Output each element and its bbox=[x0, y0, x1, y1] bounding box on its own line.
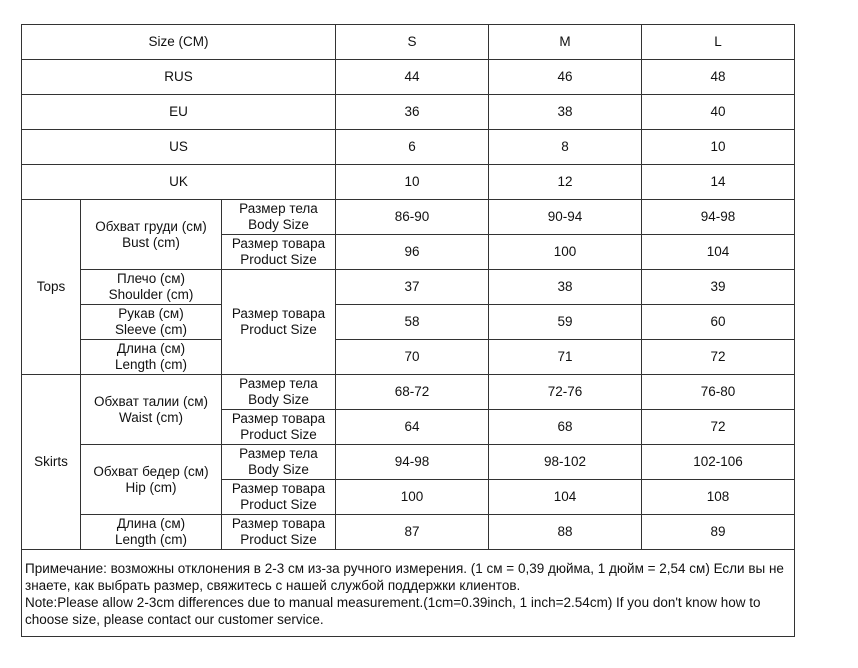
value-cell: 72 bbox=[642, 410, 795, 445]
measure-label-en: Waist (cm) bbox=[119, 409, 183, 425]
standard-label: US bbox=[22, 130, 336, 165]
value-cell: 36 bbox=[336, 95, 489, 130]
standard-label: RUS bbox=[22, 60, 336, 95]
product-size-ru: Размер товара bbox=[231, 481, 326, 496]
product-size-label bbox=[222, 270, 336, 375]
value-cell: 104 bbox=[489, 480, 642, 515]
measure-label-ru: Обхват груди (см) bbox=[95, 218, 207, 234]
value-cell: 68 bbox=[489, 410, 642, 445]
note-text-en: Note:Please allow 2-3cm differences due to manual measurement.(1cm=0.39inch, 1 inch=2.54cm) If you don't know how to choose size, please contact our customer service. bbox=[25, 595, 761, 627]
body-size-en: Body Size bbox=[248, 462, 309, 477]
value-cell: 100 bbox=[336, 480, 489, 515]
body-size-ru: Размер тела bbox=[239, 376, 318, 391]
value-cell: 89 bbox=[642, 515, 795, 550]
value-cell: 87 bbox=[336, 515, 489, 550]
value-cell: 14 bbox=[642, 165, 795, 200]
value-cell: 94-98 bbox=[336, 445, 489, 480]
tops-sleeve-row bbox=[22, 305, 795, 340]
measure-label-ru: Плечо (см) bbox=[117, 271, 185, 286]
standard-row-us bbox=[22, 130, 795, 165]
body-size-en: Body Size bbox=[248, 392, 309, 407]
measure-label-ru: Рукав (см) bbox=[118, 306, 184, 321]
value-cell: 102-106 bbox=[642, 445, 795, 480]
value-cell: 6 bbox=[336, 130, 489, 165]
standard-row-rus bbox=[22, 60, 795, 95]
skirts-hip-body-row bbox=[22, 445, 795, 480]
tops-length-label bbox=[81, 340, 222, 375]
value-cell: 59 bbox=[489, 305, 642, 340]
standard-label: UK bbox=[22, 165, 336, 200]
skirts-waist-body-row bbox=[22, 375, 795, 410]
product-size-ru: Размер товара bbox=[231, 236, 326, 251]
product-size-ru: Размер товара bbox=[231, 411, 326, 426]
product-size-ru: Размер товара bbox=[231, 516, 326, 531]
note-row bbox=[22, 550, 795, 637]
value-cell: 40 bbox=[642, 95, 795, 130]
measure-label-en: Shoulder (cm) bbox=[108, 287, 194, 302]
product-size-en: Product Size bbox=[240, 322, 317, 337]
measure-label-ru: Длина (см) bbox=[116, 516, 186, 531]
measure-label-ru: Обхват талии (см) bbox=[94, 393, 208, 409]
skirts-waist-label bbox=[81, 375, 222, 445]
tops-length-row bbox=[22, 340, 795, 375]
value-cell: 37 bbox=[336, 270, 489, 305]
note-text-ru: Примечание: возможны отклонения в 2-3 см из-за ручного измерения. (1 см = 0,39 дюйма, 1 дюйм = 2,54 см) Если вы не знаете, как выбрать размер, свяжитесь с нашей службой поддержки клиентов. bbox=[25, 561, 784, 593]
value-cell: 98-102 bbox=[489, 445, 642, 480]
standard-row-uk bbox=[22, 165, 795, 200]
body-size-en: Body Size bbox=[248, 217, 309, 232]
body-size-label bbox=[222, 375, 336, 410]
value-cell: 104 bbox=[642, 235, 795, 270]
body-size-ru: Размер тела bbox=[239, 446, 318, 461]
value-cell: 10 bbox=[642, 130, 795, 165]
measure-label-en: Sleeve (cm) bbox=[114, 322, 187, 337]
size-chart-table bbox=[21, 24, 795, 637]
skirts-length-label bbox=[81, 515, 222, 550]
value-cell: 58 bbox=[336, 305, 489, 340]
header-size-m: M bbox=[489, 25, 642, 60]
skirts-length-row bbox=[22, 515, 795, 550]
product-size-ru: Размер товара bbox=[231, 306, 326, 321]
tops-bust-body-row bbox=[22, 200, 795, 235]
tops-sleeve-label bbox=[81, 305, 222, 340]
tops-shoulder-row bbox=[22, 270, 795, 305]
value-cell: 100 bbox=[489, 235, 642, 270]
body-size-label bbox=[222, 445, 336, 480]
value-cell: 94-98 bbox=[642, 200, 795, 235]
body-size-ru: Размер тела bbox=[239, 201, 318, 216]
standard-row-eu bbox=[22, 95, 795, 130]
value-cell: 72 bbox=[642, 340, 795, 375]
measure-label-ru: Обхват бедер (см) bbox=[93, 463, 209, 479]
tops-section-label: Tops bbox=[22, 200, 81, 375]
tops-shoulder-label bbox=[81, 270, 222, 305]
header-row bbox=[22, 25, 795, 60]
product-size-label bbox=[222, 480, 336, 515]
value-cell: 38 bbox=[489, 95, 642, 130]
value-cell: 96 bbox=[336, 235, 489, 270]
measure-label-en: Length (cm) bbox=[114, 357, 188, 372]
value-cell: 48 bbox=[642, 60, 795, 95]
value-cell: 108 bbox=[642, 480, 795, 515]
note-cell bbox=[22, 550, 795, 637]
value-cell: 71 bbox=[489, 340, 642, 375]
product-size-label bbox=[222, 515, 336, 550]
value-cell: 76-80 bbox=[642, 375, 795, 410]
value-cell: 12 bbox=[489, 165, 642, 200]
value-cell: 10 bbox=[336, 165, 489, 200]
body-size-label bbox=[222, 200, 336, 235]
product-size-en: Product Size bbox=[240, 252, 317, 267]
measure-label-en: Bust (cm) bbox=[122, 234, 180, 250]
value-cell: 39 bbox=[642, 270, 795, 305]
value-cell: 72-76 bbox=[489, 375, 642, 410]
skirts-section-label: Skirts bbox=[22, 375, 81, 550]
product-size-label bbox=[222, 410, 336, 445]
value-cell: 70 bbox=[336, 340, 489, 375]
header-size-s: S bbox=[336, 25, 489, 60]
value-cell: 44 bbox=[336, 60, 489, 95]
value-cell: 90-94 bbox=[489, 200, 642, 235]
value-cell: 8 bbox=[489, 130, 642, 165]
value-cell: 88 bbox=[489, 515, 642, 550]
standard-label: EU bbox=[22, 95, 336, 130]
header-size-l: L bbox=[642, 25, 795, 60]
tops-bust-label bbox=[81, 200, 222, 270]
value-cell: 46 bbox=[489, 60, 642, 95]
skirts-hip-label bbox=[81, 445, 222, 515]
value-cell: 64 bbox=[336, 410, 489, 445]
value-cell: 60 bbox=[642, 305, 795, 340]
value-cell: 38 bbox=[489, 270, 642, 305]
product-size-en: Product Size bbox=[240, 497, 317, 512]
product-size-en: Product Size bbox=[240, 427, 317, 442]
header-size-label: Size (CM) bbox=[22, 25, 336, 60]
value-cell: 68-72 bbox=[336, 375, 489, 410]
product-size-label bbox=[222, 235, 336, 270]
value-cell: 86-90 bbox=[336, 200, 489, 235]
measure-label-en: Length (cm) bbox=[114, 532, 188, 547]
measure-label-en: Hip (cm) bbox=[125, 479, 177, 495]
measure-label-ru: Длина (см) bbox=[116, 341, 186, 356]
product-size-en: Product Size bbox=[240, 532, 317, 547]
